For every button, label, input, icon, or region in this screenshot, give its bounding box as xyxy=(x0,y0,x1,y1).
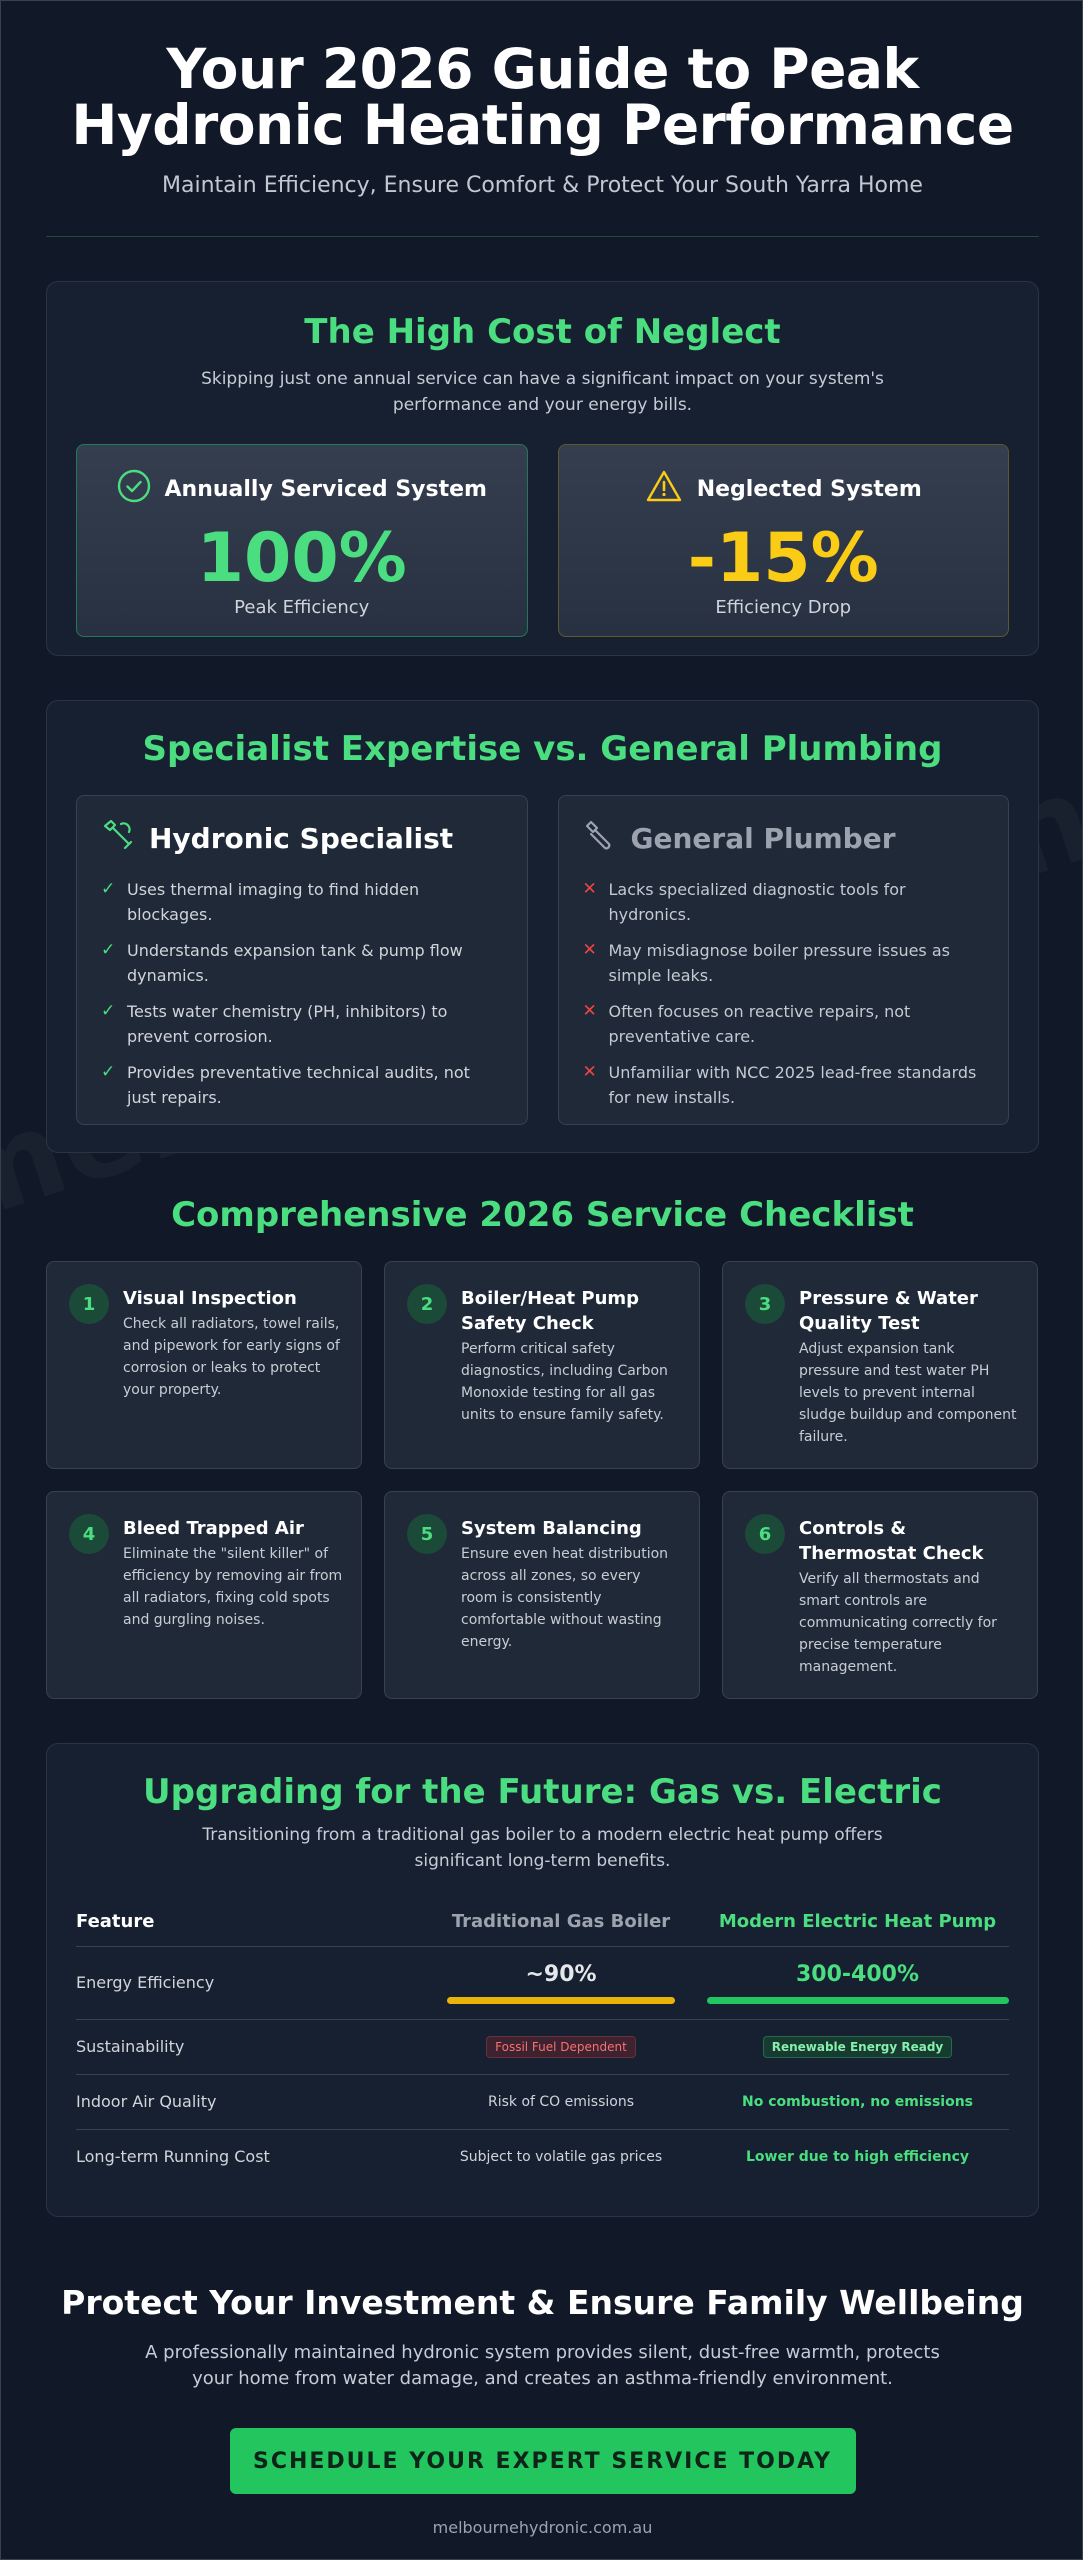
list-item: ✕ Often focuses on reactive repairs, not preventative care. xyxy=(583,999,985,1049)
row-label: Indoor Air Quality xyxy=(76,2074,416,2129)
check-circle-icon xyxy=(117,469,151,509)
checklist-step xyxy=(722,1491,1038,1699)
expertise-section xyxy=(46,700,1039,1153)
page-subtitle: Maintain Efficiency, Ensure Comfort & Protect Your South Yarra Home xyxy=(162,173,923,198)
upgrade-section xyxy=(46,1743,1039,2217)
check-icon: ✓ xyxy=(101,1062,116,1082)
expertise-title: Specialist Expertise vs. General Plumbing xyxy=(142,729,943,769)
fossil-fuel-badge: Fossil Fuel Dependent xyxy=(486,2036,636,2058)
wrench-icon xyxy=(583,818,617,859)
step-number: 6 xyxy=(745,1514,785,1554)
row-label: Long-term Running Cost xyxy=(76,2147,270,2167)
neglect-description: Skipping just one annual service can have a significant impact on your system's performance and your energy bills. xyxy=(201,369,884,415)
electric-efficiency-bar xyxy=(707,1997,1009,2004)
neglected-label: Efficiency Drop xyxy=(715,597,852,618)
checklist-step xyxy=(722,1261,1038,1469)
renewable-badge: Renewable Energy Ready xyxy=(763,2036,953,2058)
footer-text: A professionally maintained hydronic system provides silent, dust-free warmth, protects your home from water damage, and creates an asthma-friendly environment. xyxy=(145,2342,940,2389)
specialist-list xyxy=(101,877,503,1110)
website-link[interactable]: melbournehydronic.com.au xyxy=(432,2518,653,2537)
neglected-heading-row xyxy=(559,469,1009,509)
list-item: ✓ Tests water chemistry (PH, inhibitors) to prevent corrosion. xyxy=(101,999,503,1049)
checklist-grid xyxy=(46,1261,1039,1699)
checklist-section xyxy=(46,1195,1039,1699)
check-icon: ✓ xyxy=(101,940,116,960)
electric-efficiency-value: 300-400% xyxy=(795,1961,920,1987)
step-title: Controls & Thermostat Check xyxy=(799,1518,984,1564)
step-number: 3 xyxy=(745,1284,785,1324)
step-title: Bleed Trapped Air xyxy=(123,1518,304,1539)
plumber-card xyxy=(558,795,1010,1125)
tools-icon xyxy=(101,818,135,859)
checklist-step xyxy=(384,1491,700,1699)
checklist-title: Comprehensive 2026 Service Checklist xyxy=(171,1195,914,1235)
check-icon: ✓ xyxy=(101,879,116,899)
electric-cost-cell: Lower due to high efficiency xyxy=(745,2148,969,2165)
cost-comparison xyxy=(76,444,1009,637)
gas-cost-cell: Subject to volatile gas prices xyxy=(459,2148,663,2165)
step-number: 2 xyxy=(407,1284,447,1324)
header-electric: Modern Electric Heat Pump xyxy=(706,1898,1009,1946)
table-row xyxy=(76,2019,1009,2074)
header xyxy=(46,1,1039,198)
specialist-heading: Hydronic Specialist xyxy=(149,822,454,855)
table-row xyxy=(76,2129,1009,2184)
step-text: Adjust expansion tank pressure and test water PH levels to prevent internal sludge buildup and component failure. xyxy=(799,1341,1017,1445)
electric-air-cell: No combustion, no emissions xyxy=(706,2074,1009,2129)
checklist-step xyxy=(384,1261,700,1469)
gas-efficiency-cell xyxy=(416,1946,706,2019)
list-item: ✕ May misdiagnose boiler pressure issues as simple leaks. xyxy=(583,938,985,988)
comparison-table xyxy=(76,1898,1009,2184)
table-row xyxy=(76,2074,1009,2129)
cross-icon: ✕ xyxy=(582,1001,597,1021)
specialist-heading-row xyxy=(101,818,503,859)
list-item: ✓ Uses thermal imaging to find hidden blockages. xyxy=(101,877,503,927)
serviced-label: Peak Efficiency xyxy=(234,597,370,618)
step-number: 5 xyxy=(407,1514,447,1554)
neglect-section xyxy=(46,281,1039,656)
neglected-card xyxy=(558,444,1010,637)
table-row xyxy=(76,1946,1009,2019)
neglected-value: -15% xyxy=(687,519,879,598)
checklist-step xyxy=(46,1491,362,1699)
upgrade-description: Transitioning from a traditional gas boiler to a modern electric heat pump offers significant long-term benefits. xyxy=(202,1825,883,1871)
neglected-heading: Neglected System xyxy=(696,476,922,502)
step-text: Check all radiators, towel rails, and pipework for early signs of corrosion or leaks to protect your property. xyxy=(123,1316,340,1398)
list-item: ✕ Lacks specialized diagnostic tools for hydronics. xyxy=(583,877,985,927)
checklist-step xyxy=(46,1261,362,1469)
footer xyxy=(46,2283,1039,2537)
check-icon: ✓ xyxy=(101,1001,116,1021)
step-title: Visual Inspection xyxy=(123,1288,297,1309)
specialist-card xyxy=(76,795,528,1125)
serviced-heading-row xyxy=(77,469,527,509)
gas-efficiency-value: ~90% xyxy=(525,1961,597,1987)
step-title: System Balancing xyxy=(461,1518,642,1539)
step-text: Eliminate the "silent killer" of efficiency by removing air from all radiators, fixing cold spots and gurgling noises. xyxy=(123,1546,343,1628)
header-gas: Traditional Gas Boiler xyxy=(416,1898,706,1946)
table-header-row xyxy=(76,1898,1009,1946)
expertise-comparison xyxy=(76,795,1009,1125)
step-title: Pressure & Water Quality Test xyxy=(799,1288,978,1334)
content xyxy=(1,1,1083,2537)
header-feature: Feature xyxy=(76,1898,416,1946)
neglect-title: The High Cost of Neglect xyxy=(304,312,781,352)
cross-icon: ✕ xyxy=(582,940,597,960)
serviced-card xyxy=(76,444,528,637)
plumber-list xyxy=(583,877,985,1110)
step-number: 1 xyxy=(69,1284,109,1324)
cross-icon: ✕ xyxy=(582,879,597,899)
row-label: Sustainability xyxy=(76,2019,416,2074)
warning-triangle-icon xyxy=(645,469,683,509)
gas-efficiency-bar xyxy=(447,1997,675,2004)
list-item: ✕ Unfamiliar with NCC 2025 lead-free standards for new installs. xyxy=(583,1060,985,1110)
gas-air-cell: Risk of CO emissions xyxy=(416,2074,706,2129)
schedule-service-button[interactable]: SCHEDULE YOUR EXPERT SERVICE TODAY xyxy=(230,2428,856,2494)
step-text: Ensure even heat distribution across all zones, so every room is consistently comfortable without wasting energy. xyxy=(461,1546,669,1650)
step-title: Boiler/Heat Pump Safety Check xyxy=(461,1288,640,1334)
serviced-heading: Annually Serviced System xyxy=(164,476,487,502)
footer-title: Protect Your Investment & Ensure Family Wellbeing xyxy=(61,2283,1024,2322)
page-title: Your 2026 Guide to Peak Hydronic Heating Performance xyxy=(71,37,1014,157)
list-item: ✓ Understands expansion tank & pump flow dynamics. xyxy=(101,938,503,988)
step-text: Verify all thermostats and smart controls are communicating correctly for precise temperature management. xyxy=(799,1571,997,1675)
row-label: Energy Efficiency xyxy=(76,1946,416,2019)
step-number: 4 xyxy=(69,1514,109,1554)
electric-efficiency-cell xyxy=(706,1946,1009,2019)
header-divider xyxy=(46,236,1039,237)
plumber-heading-row xyxy=(583,818,985,859)
serviced-value: 100% xyxy=(196,519,407,598)
step-text: Perform critical safety diagnostics, including Carbon Monoxide testing for all gas units to ensure family safety. xyxy=(461,1341,668,1423)
list-item: ✓ Provides preventative technical audits, not just repairs. xyxy=(101,1060,503,1110)
cross-icon: ✕ xyxy=(582,1062,597,1082)
plumber-heading: General Plumber xyxy=(630,822,896,855)
upgrade-title: Upgrading for the Future: Gas vs. Electric xyxy=(143,1772,942,1812)
